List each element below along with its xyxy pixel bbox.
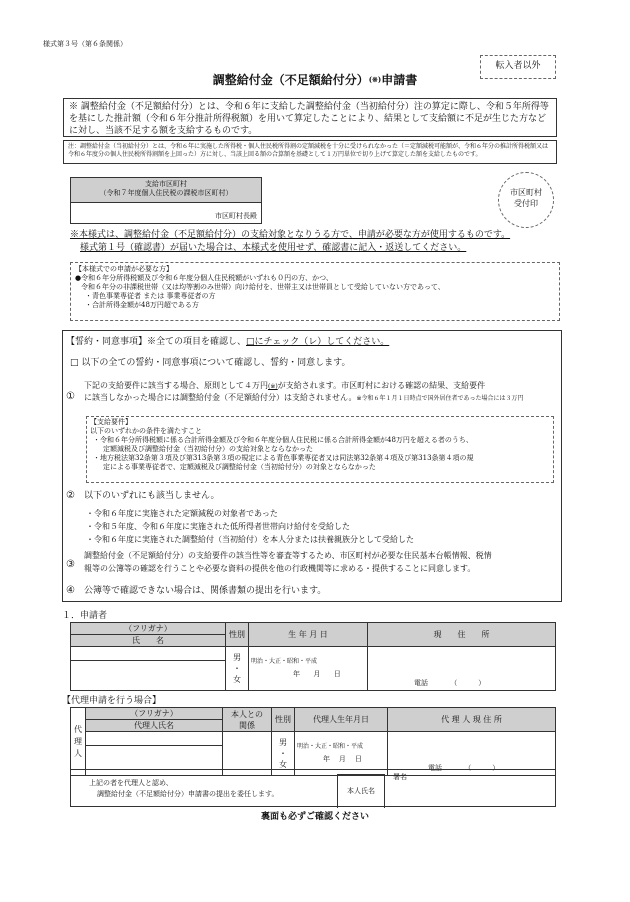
item1-line1: 下記の支給要件に該当する場合、原則として４万円(※)が支給されます。市区町村における確認の結果、支給要件: [84, 381, 486, 390]
item3-line2: 報等の公簿等の確認を行うことや必要な資料の提供を他の行政機関等に求める・提供することに同意します。: [84, 564, 476, 573]
delegation-line1: 上記の者を代理人と認め、: [89, 779, 173, 787]
proxy-gender-input[interactable]: 男 ・ 女: [272, 732, 295, 776]
item2-text: 以下のいずれにも該当しません。: [84, 491, 220, 501]
proxy-table: [70, 707, 556, 776]
applicant-address-header: 現 住 所: [368, 623, 556, 647]
receipt-stamp: [498, 172, 554, 228]
requirement-line1: 以下のいずれかの条件を満たすこと: [90, 427, 202, 435]
item2-sub1: ・令和６年度に実施された定額減税の対象者であった: [86, 509, 278, 518]
proxy-relation-header: 本人との 関係: [223, 708, 272, 732]
proxy-furigana-header: （フリガナ）: [86, 708, 223, 720]
item3-line1: 調整給付金（不足額給付分）の支給要件の該当性等を審査等するため、市区町村が必要な住民基本台帳情報、税情: [84, 551, 492, 560]
receipt-stamp-line2: 受付印: [514, 199, 538, 208]
requirement-line4: ・地方税法第32条第３項及び第313条第３項の規定による青色事業専従者又は同法第32条第４項及び第313条第４項の規: [93, 454, 474, 462]
item1-number: ①: [66, 391, 75, 402]
notice-line2: 様式第１号（確認書）が届いた場合は、本様式を使用せず、確認書に記入・返送してください。: [80, 243, 467, 253]
proxy-furigana-input[interactable]: [86, 732, 223, 746]
proxy-name-header: 代理人氏名: [86, 720, 223, 732]
intro-note: ※ 調整給付金（不足額給付分）とは、令和６年に支給した調整給付金（当初給付分）注の算定に際し、令和５年所得等を基にした推計額（令和６年分推計所得税額）を用いて算定したことにより、結果として支給額に不足が生じた方などに対し、当該不足する額を支給するものです。: [63, 98, 557, 137]
item1-line2: に該当しなかった場合には調整給付金（不足額給付分）は支給されません。※令和６年１月１日時点で国外居住者であった場合には３万円: [84, 393, 524, 402]
applicant-gender-header: 性別: [226, 623, 249, 647]
signature-input[interactable]: [401, 782, 551, 804]
applicant-furigana-header: （フリガナ）: [71, 623, 226, 635]
applicant-birthdate-header: 生 年 月 日: [249, 623, 368, 647]
applicant-name-header: 氏 名: [71, 635, 226, 647]
item3-number: ③: [66, 559, 75, 570]
applicant-table: [70, 622, 556, 691]
back-notice: 裏面も必ずご確認ください: [260, 812, 369, 822]
receipt-stamp-line1: 市区町村: [510, 188, 542, 197]
required-box: [70, 262, 560, 321]
proxy-side-label: 代理人: [71, 708, 86, 776]
applicant-furigana-input[interactable]: [71, 647, 226, 661]
item4-text: 公簿等で確認できない場合は、関係書類の提出を行います。: [84, 586, 327, 596]
proxy-section-title: 【代理申請を行う場合】: [62, 696, 162, 706]
form-number: 様式第３号（第６条関係）: [43, 40, 127, 48]
stamp-exclusion: 転入者以外: [480, 55, 556, 79]
principal-name-label: 本人氏名: [337, 774, 385, 808]
municipality-header-line1: 支給市区町村: [145, 180, 187, 188]
requirement-line3: 定額減税及び調整給付金（当初給付分）の支給対象とならなかった: [103, 445, 313, 453]
required-line1: ●令和６年分所得税額及び令和６年度分個人住民税額がいずれも０円の方、かつ、: [75, 274, 333, 282]
required-line2: 令和６年分の非課税世帯（又は均等割のみ世帯）向け給付を、世帯主又は世帯員として受給していない方であって、: [81, 283, 445, 291]
item2-sub2: ・令和５年度、令和６年度に実施された低所得者世帯向け給付を受給した: [86, 522, 350, 531]
requirement-heading: 【支給要件】: [90, 418, 132, 426]
proxy-birthdate-header: 代理人生年月日: [295, 708, 388, 732]
required-line4: ・合計所得金額が48万円超である方: [85, 301, 199, 309]
pledge-all-checkbox[interactable]: □ 以下の全ての誓約・同意事項について確認し、誓約・同意します。: [70, 358, 351, 368]
proxy-address-header: 代 理 人 現 住 所: [388, 708, 556, 732]
item2-sub3: ・令和６年度に実施された調整給付（当初給付）を本人分または扶養親族分として受給した: [86, 535, 414, 544]
requirement-line2: ・令和６年分所得税額に係る合計所得金額及び令和６年度分個人住民税に係る合計所得金額が48万円を超える者のうち、: [93, 436, 473, 444]
delegation-box: [70, 769, 556, 807]
applicant-section-title: １．申請者: [62, 611, 108, 621]
applicant-name-input[interactable]: [71, 661, 226, 691]
applicant-address-input[interactable]: 電話 （ ）: [368, 647, 556, 691]
notice-line1: ※本様式は、調整給付金（不足額給付分）の支給対象となりうる方で、申請が必要な方が使用するものです。: [70, 230, 511, 240]
proxy-birthdate-input[interactable]: 明治・大正・昭和・平成 年 月 日: [295, 732, 388, 776]
item2-number: ②: [66, 490, 75, 501]
requirement-line5: 定による事業専従者で、定額減税及び調整給付金（当初給付分）の対象とならなかった: [103, 463, 376, 471]
item4-number: ④: [66, 585, 75, 596]
required-line3: ・青色事業専従者 または 事業専従者の方: [85, 292, 216, 300]
proxy-gender-header: 性別: [272, 708, 295, 732]
footnote: 注：調整給付金（当初給付分）とは、令和６年に実施した所得税・個人住民税所得割の定額減税を十分に受けられなかった（＝定額減税可能額が、令和６年分の推計所得税額又は令和６年度分の個人住民税所得割額を上回った）方に対し、当該上回る額の合算額を基礎として１万円単位で切り上げて算定した額を支給したものです。: [63, 140, 557, 164]
municipality-header-line2: （令和７年度個人住民税の課税市区町村）: [99, 189, 233, 197]
applicant-gender-input[interactable]: 男 ・ 女: [226, 647, 249, 691]
proxy-address-input[interactable]: 電話 （ ）: [388, 732, 556, 776]
mayor-label: 市区町村長殿: [215, 212, 257, 220]
signature-label: 署名: [393, 773, 407, 781]
pledge-heading: 【誓約・同意事項】※全ての項目を確認し、□にチェック（レ）してください。: [66, 337, 390, 347]
applicant-birthdate-input[interactable]: 明治・大正・昭和・平成 年 月 日: [249, 647, 368, 691]
delegation-line2: 調整給付金（不足額給付分）申請書の提出を委任します。: [97, 790, 279, 798]
municipality-box: [70, 177, 262, 224]
municipality-header: [71, 178, 261, 203]
required-heading: 【本様式での申請が必要な方】: [75, 265, 173, 273]
page-title: 調整給付金（不足額給付分）(※)申請書: [212, 73, 418, 87]
requirement-box: [86, 416, 554, 483]
